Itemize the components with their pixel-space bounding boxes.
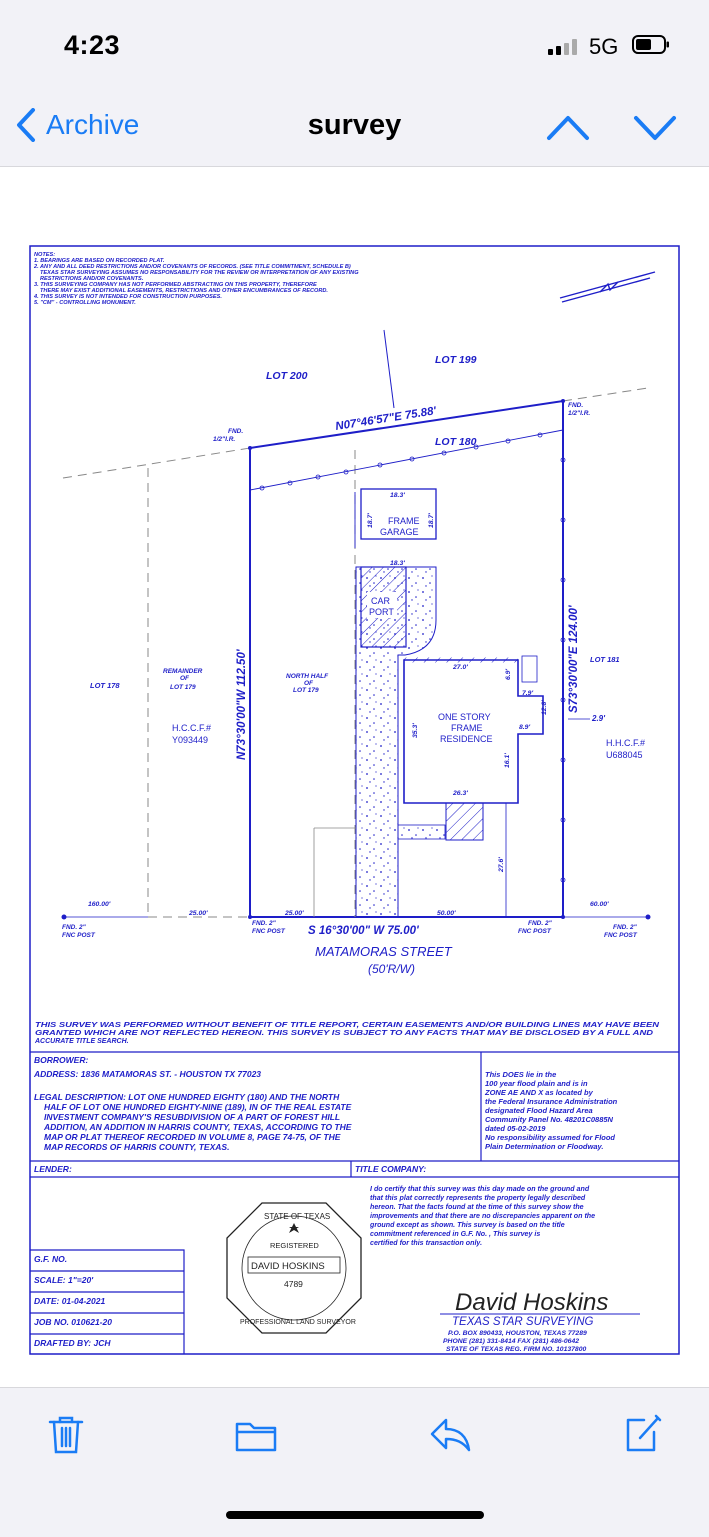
svg-text:LOT 179: LOT 179: [293, 687, 319, 694]
back-label: Archive: [46, 109, 140, 140]
svg-text:6.9': 6.9': [505, 668, 512, 680]
svg-text:SCALE: 1"=20': SCALE: 1"=20': [34, 1275, 94, 1285]
svg-text:FND.: FND.: [568, 402, 584, 409]
home-indicator: [226, 1511, 484, 1519]
svg-text:OF: OF: [304, 680, 314, 687]
svg-text:RESTRICTIONS AND/OR COVENANTS.: RESTRICTIONS AND/OR COVENANTS.: [40, 276, 144, 282]
signal-icon: [548, 39, 580, 55]
walkway: [398, 825, 445, 839]
lender-label: LENDER:: [34, 1164, 72, 1174]
svg-text:18.3': 18.3': [390, 492, 405, 499]
svg-text:NORTH HALF: NORTH HALF: [286, 673, 329, 680]
chevron-down-icon[interactable]: [632, 110, 678, 144]
svg-text:4. THIS SURVEY IS NOT INTENDED: 4. THIS SURVEY IS NOT INTENDED FOR CONSTRUCTION PURPOSES.: [34, 294, 222, 300]
flood-statement: [484, 1070, 618, 1151]
svg-text:MAP OR PLAT THEREOF RECORDED I: MAP OR PLAT THEREOF RECORDED IN VOLUME 8, PAGE 74-75, OF THE: [44, 1132, 341, 1142]
borrower-label: BORROWER:: [34, 1055, 89, 1065]
svg-text:FNC POST: FNC POST: [252, 928, 285, 935]
lot-178-label: LOT 178: [90, 681, 120, 690]
svg-text:FND. 2": FND. 2": [528, 920, 552, 927]
svg-text:H.C.C.F.#: H.C.C.F.#: [172, 723, 212, 733]
network-label: 5G: [589, 34, 619, 59]
svg-text:PHONE (281) 331-8414 FAX (281): PHONE (281) 331-8414 FAX (281) 486-0642: [443, 1338, 580, 1345]
page-title: survey: [307, 109, 402, 141]
svg-text:GRANTED WHICH ARE NOT REFLECTE: GRANTED WHICH ARE NOT REFLECTED HEREON. THIS SURVEY IS SUBJECT TO ANY FACTS THAT MAY BE DISCLOSED BY A FULL AND: [35, 1030, 653, 1037]
seal-number: 4789: [284, 1279, 303, 1289]
west-bearing: N73°30'00"W 112.50': [236, 649, 248, 760]
compose-icon[interactable]: [620, 1412, 664, 1456]
svg-text:160.00': 160.00': [88, 901, 111, 908]
svg-text:JOB NO. 010621-20: JOB NO. 010621-20: [34, 1317, 112, 1327]
seal-profession: PROFESSIONAL LAND SURVEYOR: [240, 1319, 356, 1326]
svg-text:ACCURATE TITLE SEARCH.: ACCURATE TITLE SEARCH.: [35, 1038, 129, 1045]
svg-text:27.0': 27.0': [453, 664, 468, 671]
svg-text:INVESTMENT COMPANY'S RESUBDIVI: INVESTMENT COMPANY'S RESUBDIVISION OF A PART OF FOREST HILL: [44, 1112, 341, 1122]
chevron-up-icon[interactable]: [545, 110, 591, 144]
svg-text:H.H.C.F.#: H.H.C.F.#: [606, 738, 646, 748]
svg-text:This DOES lie in the: This DOES lie in the: [485, 1070, 557, 1079]
status-time: 4:23: [64, 30, 121, 60]
svg-text:that this plat correctly repre: that this plat correctly represents the property legally described: [370, 1194, 586, 1202]
svg-text:FND.: FND.: [228, 428, 244, 435]
svg-text:DATE: 01-04-2021: DATE: 01-04-2021: [34, 1296, 106, 1306]
svg-text:P.O. BOX 890433, HOUSTON, TEXA: P.O. BOX 890433, HOUSTON, TEXAS 77289: [448, 1330, 587, 1337]
svg-text:1/2"I.R.: 1/2"I.R.: [213, 436, 236, 443]
reply-icon[interactable]: [428, 1412, 472, 1456]
address-line: ADDRESS: 1836 MATAMORAS ST. - HOUSTON TX 77023: [34, 1069, 262, 1079]
steps: [522, 656, 537, 682]
svg-text:FRAME: FRAME: [451, 723, 483, 733]
svg-text:U688045: U688045: [606, 750, 643, 760]
svg-text:RESIDENCE: RESIDENCE: [440, 734, 493, 744]
navigation-bar: [0, 90, 709, 167]
svg-text:LOT 179: LOT 179: [170, 684, 196, 691]
svg-text:FNC POST: FNC POST: [604, 932, 637, 939]
svg-text:THERE MAY EXIST ADDITIONAL EAS: THERE MAY EXIST ADDITIONAL EASEMENTS, RESTRICTIONS AND OTHER ENCUMBRANCES OF RECORD.: [40, 288, 328, 294]
battery-icon: [632, 35, 670, 54]
svg-text:1/2"I.R.: 1/2"I.R.: [568, 410, 591, 417]
svg-text:ONE STORY: ONE STORY: [438, 712, 491, 722]
svg-text:25.00': 25.00': [285, 910, 304, 917]
svg-text:improvements and that there ar: improvements and that there are no discrepancies apparent on the: [370, 1212, 596, 1220]
disclaimer: [34, 1022, 660, 1045]
company-name: TEXAS STAR SURVEYING: [452, 1316, 594, 1328]
svg-text:2.9': 2.9': [592, 714, 606, 723]
svg-text:26.3': 26.3': [453, 790, 468, 797]
svg-text:OF: OF: [180, 675, 190, 682]
svg-text:the Federal Insurance Administ: the Federal Insurance Administration: [485, 1097, 618, 1106]
svg-text:1. BEARINGS ARE BASED ON RECOR: 1. BEARINGS ARE BASED ON RECORDED PLAT.: [34, 258, 165, 264]
svg-text:DRAFTED BY: JCH: DRAFTED BY: JCH: [34, 1338, 111, 1348]
svg-text:ZONE AE AND X as located by: ZONE AE AND X as located by: [485, 1088, 593, 1097]
svg-text:REMAINDER: REMAINDER: [163, 668, 203, 675]
svg-text:12.8': 12.8': [541, 700, 548, 715]
svg-text:commitment referenced in G.F.: commitment referenced in G.F. No. , This survey is: [370, 1230, 541, 1238]
porch: [446, 803, 483, 840]
svg-text:18.3': 18.3': [390, 560, 405, 567]
svg-text:I do certify that this survey: I do certify that this survey was this day made on the ground and: [370, 1185, 590, 1193]
svg-text:100 year flood plain and is in: 100 year flood plain and is in: [485, 1079, 588, 1088]
svg-text:designated Flood Hazard Area: designated Flood Hazard Area: [485, 1106, 593, 1115]
svg-text:GARAGE: GARAGE: [380, 527, 419, 537]
lot-200-label: LOT 200: [266, 370, 308, 382]
svg-text:18.7': 18.7': [428, 513, 435, 528]
svg-text:G.F. NO.: G.F. NO.: [34, 1254, 68, 1264]
north-bearing: N07°46'57"E 75.88': [334, 405, 438, 433]
street-name: MATAMORAS STREET: [315, 944, 452, 959]
surveyor-signature: David Hoskins: [455, 1289, 609, 1316]
svg-text:STATE OF TEXAS REG. FIRM NO. 1: STATE OF TEXAS REG. FIRM NO. 10137800: [446, 1346, 587, 1353]
seal-name: DAVID HOSKINS: [251, 1261, 325, 1272]
svg-text:No responsibility assumed for: No responsibility assumed for Flood: [485, 1133, 616, 1142]
svg-text:Community Panel No. 48201C0885: Community Panel No. 48201C0885N: [485, 1115, 613, 1124]
back-button[interactable]: [16, 108, 139, 142]
svg-text:FND. 2": FND. 2": [252, 920, 276, 927]
attachment-viewer[interactable]: [0, 167, 709, 1387]
svg-text:50.00': 50.00': [437, 910, 456, 917]
svg-text:7.9': 7.9': [522, 690, 534, 697]
chevron-left-icon: [16, 108, 36, 142]
svg-text:18.7': 18.7': [367, 513, 374, 528]
survey-plat: [0, 167, 709, 1387]
svg-text:35.3': 35.3': [412, 723, 419, 738]
svg-text:60.00': 60.00': [590, 901, 609, 908]
title-company-label: TITLE COMPANY:: [355, 1164, 427, 1174]
svg-text:TEXAS STAR SURVEYING ASSUMES N: TEXAS STAR SURVEYING ASSUMES NO RESPONSABILITY FOR THE REVIEW OR INTERPRETATION OF ANY EXISTING: [40, 270, 359, 276]
lot-180-label: LOT 180: [435, 436, 477, 448]
svg-text:ADDITION, AN ADDITION IN HARRI: ADDITION, AN ADDITION IN HARRIS COUNTY, TEXAS, ACCORDING TO THE: [44, 1122, 352, 1132]
certification: [369, 1185, 595, 1247]
south-bearing: S 16°30'00" W 75.00': [308, 925, 419, 937]
svg-text:25.00': 25.00': [189, 910, 208, 917]
svg-text:LEGAL DESCRIPTION: LOT ONE HUN: LEGAL DESCRIPTION: LOT ONE HUNDRED EIGHTY (180) AND THE NORTH: [34, 1092, 340, 1102]
svg-text:FNC POST: FNC POST: [62, 932, 95, 939]
trash-icon[interactable]: [44, 1412, 88, 1456]
svg-text:NOTES:: NOTES:: [34, 252, 56, 258]
svg-text:THIS SURVEY WAS PERFORMED WITH: THIS SURVEY WAS PERFORMED WITHOUT BENEFIT OF TITLE REPORT, CERTAIN EASEMENTS AND/OR BUILDING LINES MAY HAVE BEEN: [35, 1022, 661, 1029]
folder-icon[interactable]: [234, 1412, 278, 1456]
seal-registered: REGISTERED: [270, 1241, 319, 1250]
svg-text:dated 05-02-2019: dated 05-02-2019: [485, 1124, 546, 1133]
svg-text:8.9': 8.9': [519, 724, 531, 731]
survey-notes: [33, 252, 359, 306]
svg-text:5. "CM" - CONTROLLING MONUMENT: 5. "CM" - CONTROLLING MONUMENT.: [34, 300, 136, 306]
svg-text:3. THIS SURVEYING COMPANY HAS: 3. THIS SURVEYING COMPANY HAS NOT PERFORMED ABSTRACTING ON THIS PROPERTY, THEREFORE: [34, 282, 317, 288]
north-arrow-icon: [560, 272, 655, 302]
svg-text:FNC POST: FNC POST: [518, 928, 551, 935]
status-bar: [0, 0, 709, 90]
svg-text:FRAME: FRAME: [388, 516, 420, 526]
svg-text:HALF OF LOT ONE HUNDRED EIGHTY: HALF OF LOT ONE HUNDRED EIGHTY-NINE (189), IN OF THE REAL ESTATE: [44, 1102, 352, 1112]
seal-state: STATE OF TEXAS: [264, 1212, 331, 1221]
svg-text:certified for this transaction: certified for this transaction only.: [370, 1239, 483, 1247]
svg-text:16.1': 16.1': [504, 753, 511, 768]
svg-text:PORT: PORT: [369, 607, 394, 617]
svg-text:MAP RECORDS OF HARRIS COUNTY,: MAP RECORDS OF HARRIS COUNTY, TEXAS.: [44, 1142, 230, 1152]
svg-text:27.6': 27.6': [498, 857, 505, 872]
east-bearing: S73°30'00"E 124.00': [568, 605, 580, 713]
svg-text:CAR: CAR: [371, 596, 391, 606]
svg-text:FND. 2": FND. 2": [613, 924, 637, 931]
lot-199-label: LOT 199: [435, 354, 477, 366]
svg-text:hereon. That the facts found a: hereon. That the facts found at the time of this survey show the: [370, 1203, 584, 1211]
svg-text:Plain Determination or Floodwa: Plain Determination or Floodway.: [485, 1142, 604, 1151]
svg-text:Y093449: Y093449: [172, 735, 209, 745]
svg-text:FND. 2": FND. 2": [62, 924, 86, 931]
svg-text:2. ANY AND ALL DEED RESTRICTIO: 2. ANY AND ALL DEED RESTRICTIONS AND/OR COVENANTS OF RECORDS. (SEE TITLE COMMITMENT, SCHEDULE B): [34, 264, 351, 270]
lot-181-label: LOT 181: [590, 655, 620, 664]
svg-text:ground except as shown. This s: ground except as shown. This survey is based on the title: [370, 1221, 565, 1229]
street-row: (50'R/W): [368, 962, 415, 976]
